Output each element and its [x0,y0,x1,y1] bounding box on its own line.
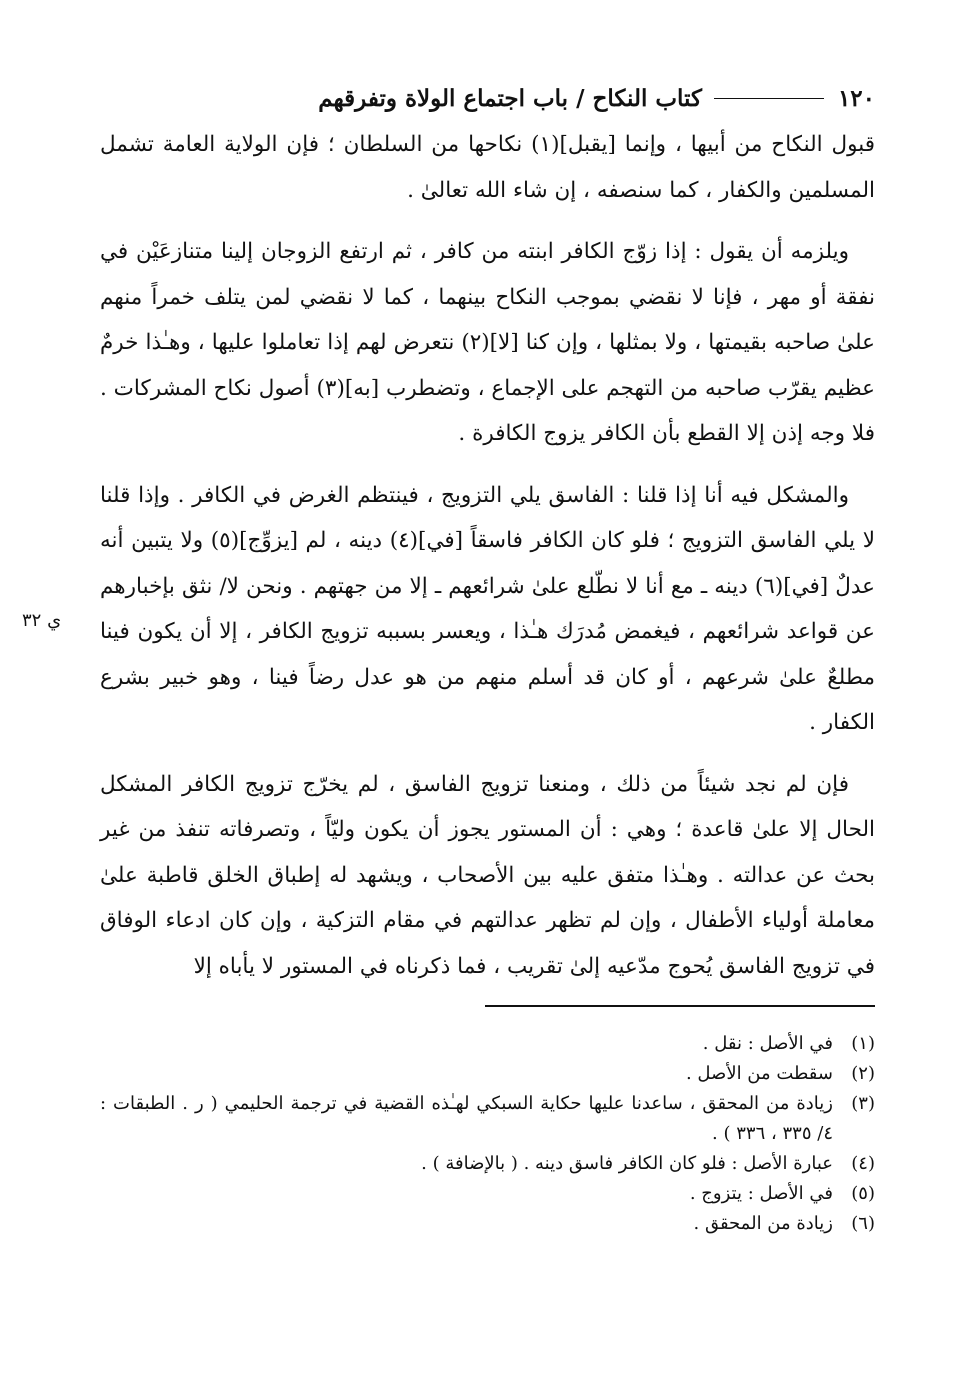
footnote-number: (١) [851,1033,875,1054]
paragraph-4: فإن لم نجد شيئاً من ذلك ، ومنعنا تزويج الفاسق ، لم يخرّج تزويج الكافر المشكل الحال إلا علىٰ قاعدة ؛ وهي : أن المستور يجوز أن يكون وليّاً ، وتصرفاته تنفذ من غير بحث عن عدالته . وهـٰذا متفق عليه بين الأصحاب ، ويشهد له إطباق الخلق قاطبة علىٰ معاملة أولياء الأطفال ، وإن لم تظهر عدالتهم في مقام التزكية ، وإن كان ادعاء الوفاق في تزويج الفاسق يُحوج مدّعيه إلىٰ تقريب ، فما ذكرناه في المستور لا يأباه إلا [100,771,875,979]
page-number: ١٢٠ [837,84,875,112]
footnote-5 [100,1179,875,1209]
marginal-reference: ي ٣٢ [22,609,62,631]
footnote-text: زيادة من المحقق . [693,1213,833,1234]
footnote-6 [100,1209,875,1239]
document-page [22,78,875,1239]
footnote-text: زيادة من المحقق ، ساعدنا عليها حكاية السبكي لهـٰذه القضية في ترجمة الحليمي ( ر . الطبقات : ٤/ ٣٣٥ ، ٣٣٦ ) . [100,1093,833,1144]
footnote-number: (٤) [851,1153,875,1174]
footnote-1 [100,1029,875,1059]
header-rule [714,97,824,99]
main-text [22,122,875,989]
footnotes [100,1029,875,1239]
footnote-text: في الأصل : يتزوج . [689,1183,833,1204]
paragraph-2: ويلزمه أن يقول : إذا زوّج الكافر ابنته من كافر ، ثم ارتفع الزوجان إلينا متنازعَيْن في نفقة أو مهر ، فإنا لا نقضي بموجب النكاح بينهما ، كما لا نقضي لمن يتلف خمراً منهم علىٰ صاحبه بقيمتها ، ولا بمثلها ، وإن كنا [لا](٢) نتعرض لهم إذا تعاملوا عليها ، وهـٰذا خرمٌ عظيم يقرّب صاحبه من التهجم على الإجماع ، وتضطرب [به](٣) أصول نكاح المشركات . فلا وجه إذن إلا القطع بأن الكافر يزوج الكافرة . [100,239,875,446]
footnote-4 [100,1149,875,1179]
footnote-text: عبارة الأصل : فلو كان الكافر فاسق دينه . ( بالإضافة ) . [421,1153,833,1174]
footnote-2 [100,1059,875,1089]
footnote-number: (٦) [851,1213,875,1234]
footnote-number: (٣) [851,1093,875,1114]
footnote-text: في الأصل : نقل . [702,1033,833,1054]
footnote-number: (٢) [851,1063,875,1084]
header-title: كتاب النكاح / باب اجتماع الولاة وتفرقهم [318,84,702,112]
paragraph-3: والمشكل فيه أنا إذا قلنا : الفاسق يلي التزويج ، فينتظم الغرض في الكافر . وإذا قلنا لا يلي الفاسق التزويج ؛ فلو كان الكافر فاسقاً [في](٤) دينه ، لم [يزوِّج](٥) ولا يتبين أنه عدلٌ [في](٦) دينه ـ مع أنا لا نطّلع علىٰ شرائعهم ـ إلا من جهتهم . ونحن لا/ نثق بإخبارهم عن قواعد شرائعهم ، فيغمض مُدرَك هـٰذا ، ويعسر بسببه تزويج الكافر ، إلا أن يكون فينا مطلعٌ علىٰ شرعهم ، أو كان قد أسلم منهم من هو عدل رضاً فينا ، وهو خبير بشرع الكفار . [100,482,875,735]
footnote-text: سقطت من الأصل . [685,1063,833,1084]
paragraph-1: قبول النكاح من أبيها ، وإنما [يقبل](١) نكاحها من السلطان ؛ فإن الولاية العامة تشمل المسلمين والكفار ، كما سنصفه ، إن شاء الله تعالىٰ . [100,132,875,203]
footnote-3 [100,1089,875,1149]
footnote-separator [485,1005,875,1007]
running-header [100,78,875,118]
paragraph-3-wrap [22,473,875,746]
footnote-number: (٥) [851,1183,875,1204]
